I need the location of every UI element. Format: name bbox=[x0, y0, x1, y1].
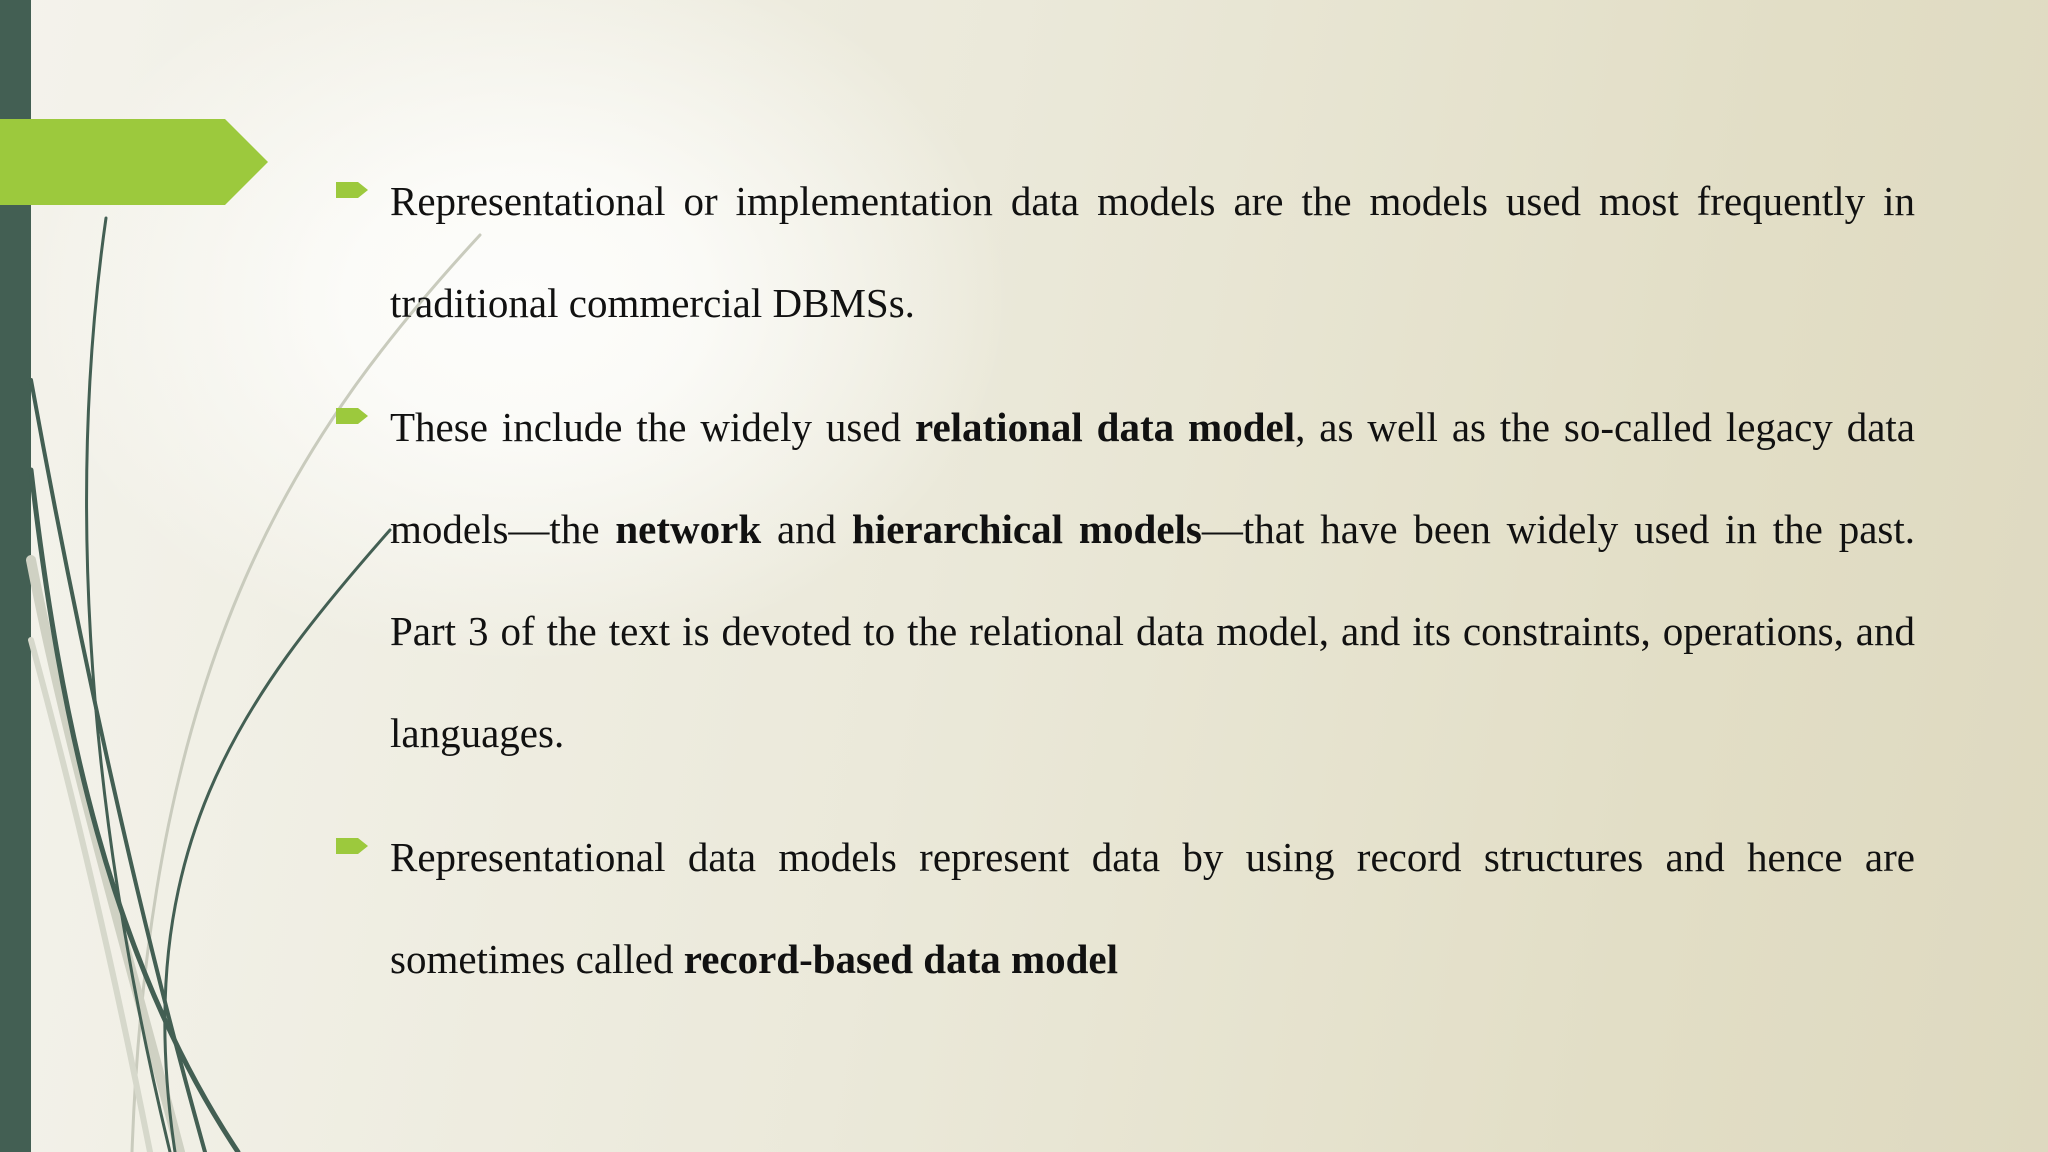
bullet-text bbox=[390, 150, 1915, 354]
bold-term: network bbox=[615, 506, 762, 552]
arrow-bullet-icon bbox=[336, 836, 370, 856]
bullet-text bbox=[390, 376, 1915, 784]
bullet-list bbox=[330, 150, 1915, 1032]
bullet-item bbox=[330, 150, 1915, 354]
dark-curve-3 bbox=[31, 470, 238, 1152]
green-tab-arrow bbox=[0, 119, 268, 205]
bullet-text bbox=[390, 806, 1915, 1010]
bullet-item bbox=[330, 376, 1915, 784]
bold-term: record-based data model bbox=[683, 936, 1119, 982]
text-segment: —that have been widely used in the past. Part 3 of the text is devoted to the relational data model, and its constraints, operations, and languages. bbox=[390, 506, 1915, 756]
arrow-bullet-icon bbox=[336, 406, 370, 426]
text-segment: Representational data models represent data by using record structures and hence are sometimes called bbox=[390, 834, 1915, 982]
text-segment: and bbox=[761, 506, 852, 552]
dark-curve-2 bbox=[31, 380, 205, 1152]
dark-curve-1 bbox=[87, 218, 170, 1152]
light-curve-3 bbox=[31, 640, 150, 1152]
bullet-item bbox=[330, 806, 1915, 1010]
arrow-bullet-icon bbox=[336, 180, 370, 200]
text-segment: Representational or implementation data models are the models used most frequently in traditional commercial DBMSs. bbox=[390, 178, 1915, 326]
bold-term: relational data model bbox=[914, 404, 1296, 450]
text-segment: These include the widely used bbox=[390, 404, 915, 450]
bold-term: hierarchical models bbox=[852, 506, 1202, 552]
text-segment: , as well as the so-called legacy data models—the bbox=[390, 404, 1915, 552]
